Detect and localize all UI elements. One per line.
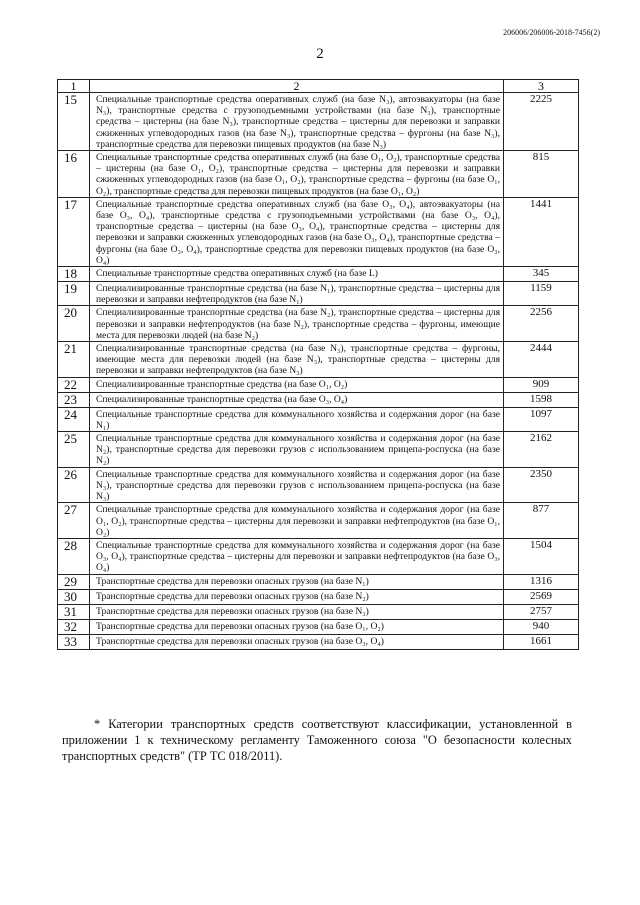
row-description: Специализированные транспортные средства (на базе N₂), транспортные средства – цистерны для перевозки и заправки нефтепродуктов (на базе N₂), транспортные средства – фургоны, имеющие места для перевозки людей (на базе N₂) — [90, 306, 504, 342]
row-description: Транспортные средства для перевозки опасных грузов (на базе O₃, O₄) — [90, 634, 504, 649]
row-value: 909 — [504, 377, 579, 392]
table-row — [58, 467, 579, 503]
row-description: Специальные транспортные средства для коммунального хозяйства и содержания дорог (на базе O₃, O₄), транспортные средства – цистерны для перевозки и заправки нефтепродуктов (на базе O₃, O₄) — [90, 538, 504, 574]
row-number: 30 — [58, 589, 90, 604]
table-row — [58, 574, 579, 589]
row-value: 2569 — [504, 589, 579, 604]
row-number: 23 — [58, 392, 90, 407]
row-value: 1159 — [504, 282, 579, 306]
row-value: 1661 — [504, 634, 579, 649]
row-number: 28 — [58, 538, 90, 574]
table-row — [58, 342, 579, 378]
column-header: 2 — [90, 80, 504, 93]
row-description: Транспортные средства для перевозки опасных грузов (на базе N₁) — [90, 574, 504, 589]
row-value: 815 — [504, 151, 579, 198]
row-number: 19 — [58, 282, 90, 306]
page-number: 2 — [316, 46, 324, 62]
row-value: 2444 — [504, 342, 579, 378]
row-description: Транспортные средства для перевозки опасных грузов (на базе N₃) — [90, 604, 504, 619]
row-number: 32 — [58, 619, 90, 634]
row-number: 18 — [58, 267, 90, 282]
row-value: 2350 — [504, 467, 579, 503]
column-header: 1 — [58, 80, 90, 93]
row-description: Специальные транспортные средства для коммунального хозяйства и содержания дорог (на базе N₁) — [90, 407, 504, 431]
row-description: Специальные транспортные средства оперативных служб (на базе N₃), автоэвакуаторы (на базе N₃), транспортные средства с грузоподъемными устройствами (на базе N₃), транспортные средства – цистерны (на базе N₃), транспортные средства – цистерны для перевозки и заправки сжиженных углеводородных газов (на базе N₃), транспортные средства – фургоны (на базе N₃), транспортные средства для перевозки пищевых продуктов (на базе N₃) — [90, 93, 504, 151]
row-value: 2225 — [504, 93, 579, 151]
row-description: Специальные транспортные средства для коммунального хозяйства и содержания дорог (на базе O₁, O₂), транспортные средства – цистерны для перевозки и заправки нефтепродуктов (на базе O₁, O₂) — [90, 503, 504, 539]
table-row — [58, 151, 579, 198]
row-number: 15 — [58, 93, 90, 151]
row-description: Специализированные транспортные средства (на базе O₁, O₂) — [90, 377, 504, 392]
row-value: 940 — [504, 619, 579, 634]
column-header: 3 — [504, 80, 579, 93]
row-number: 21 — [58, 342, 90, 378]
table-row — [58, 407, 579, 431]
row-number: 26 — [58, 467, 90, 503]
table-row — [58, 634, 579, 649]
table-row — [58, 197, 579, 266]
row-description: Специализированные транспортные средства (на базе N₁), транспортные средства – цистерны для перевозки и заправки нефтепродуктов (на базе N₁) — [90, 282, 504, 306]
row-value: 2757 — [504, 604, 579, 619]
table-row — [58, 267, 579, 282]
footnote: * Категории транспортных средств соответствуют классификации, установленной в приложении 1 к техническому регламенту Таможенного союза "О безопасности колесных транспортных средств" (ТР ТС 018/2011). — [62, 717, 572, 763]
table-row — [58, 306, 579, 342]
table-header-row — [58, 80, 579, 93]
row-value: 1097 — [504, 407, 579, 431]
row-value: 2162 — [504, 432, 579, 468]
row-description: Специализированные транспортные средства (на базе N₃), транспортные средства – фургоны, имеющие места для перевозки людей (на базе N₃), транспортные средства – цистерны для перевозки и заправки нефтепродуктов (на базе N₃) — [90, 342, 504, 378]
row-value: 345 — [504, 267, 579, 282]
table-row — [58, 503, 579, 539]
row-description: Транспортные средства для перевозки опасных грузов (на базе N₂) — [90, 589, 504, 604]
table-row — [58, 392, 579, 407]
row-value: 1598 — [504, 392, 579, 407]
row-number: 17 — [58, 197, 90, 266]
row-number: 24 — [58, 407, 90, 431]
table-row — [58, 432, 579, 468]
row-description: Специальные транспортные средства для коммунального хозяйства и содержания дорог (на базе N₂), транспортные средства для перевозки грузов с использованием прицепа-роспуска (на базе N₂) — [90, 432, 504, 468]
row-number: 33 — [58, 634, 90, 649]
row-description: Транспортные средства для перевозки опасных грузов (на базе O₁, O₂) — [90, 619, 504, 634]
row-description: Специальные транспортные средства оперативных служб (на базе L) — [90, 267, 504, 282]
table-row — [58, 377, 579, 392]
row-description: Специальные транспортные средства для коммунального хозяйства и содержания дорог (на базе N₃), транспортные средства для перевозки грузов с использованием прицепа-роспуска (на базе N₃) — [90, 467, 504, 503]
row-value: 2256 — [504, 306, 579, 342]
row-description: Специализированные транспортные средства (на базе O₃, O₄) — [90, 392, 504, 407]
row-number: 27 — [58, 503, 90, 539]
table-row — [58, 538, 579, 574]
row-description: Специальные транспортные средства оперативных служб (на базе O₃, O₄), автоэвакуаторы (на базе O₃, O₄), транспортные средства с грузоподъемными устройствами (на базе O₃, O₄), транспортные средства – цистерны (на базе O₃, O₄), транспортные средства – цистерны для перевозки и заправки сжиженных углеводородных газов (на базе O₃, O₄), транспортные средства – фургоны (на базе O₃, O₄), транспортные средства для перевозки пищевых продуктов (на базе O₃, O₄) — [90, 197, 504, 266]
table-row — [58, 282, 579, 306]
row-number: 31 — [58, 604, 90, 619]
row-number: 20 — [58, 306, 90, 342]
row-value: 1441 — [504, 197, 579, 266]
row-number: 16 — [58, 151, 90, 198]
row-value: 1316 — [504, 574, 579, 589]
row-number: 22 — [58, 377, 90, 392]
table-row — [58, 619, 579, 634]
table-row — [58, 589, 579, 604]
row-description: Специальные транспортные средства оперативных служб (на базе O₁, O₂), транспортные средства – цистерны (на базе O₁, O₂), транспортные средства – цистерны для перевозки и заправки сжиженных углеводородных газов (на базе O₁, O₂), транспортные средства – фургоны (на базе O₁, O₂), транспортные средства для перевозки пищевых продуктов (на базе O₁, O₂) — [90, 151, 504, 198]
row-value: 877 — [504, 503, 579, 539]
row-number: 25 — [58, 432, 90, 468]
table-row — [58, 604, 579, 619]
row-value: 1504 — [504, 538, 579, 574]
table-row — [58, 93, 579, 151]
document-id: 206006/206006-2018-7456(2) — [503, 28, 600, 37]
tariff-table — [57, 79, 579, 650]
row-number: 29 — [58, 574, 90, 589]
